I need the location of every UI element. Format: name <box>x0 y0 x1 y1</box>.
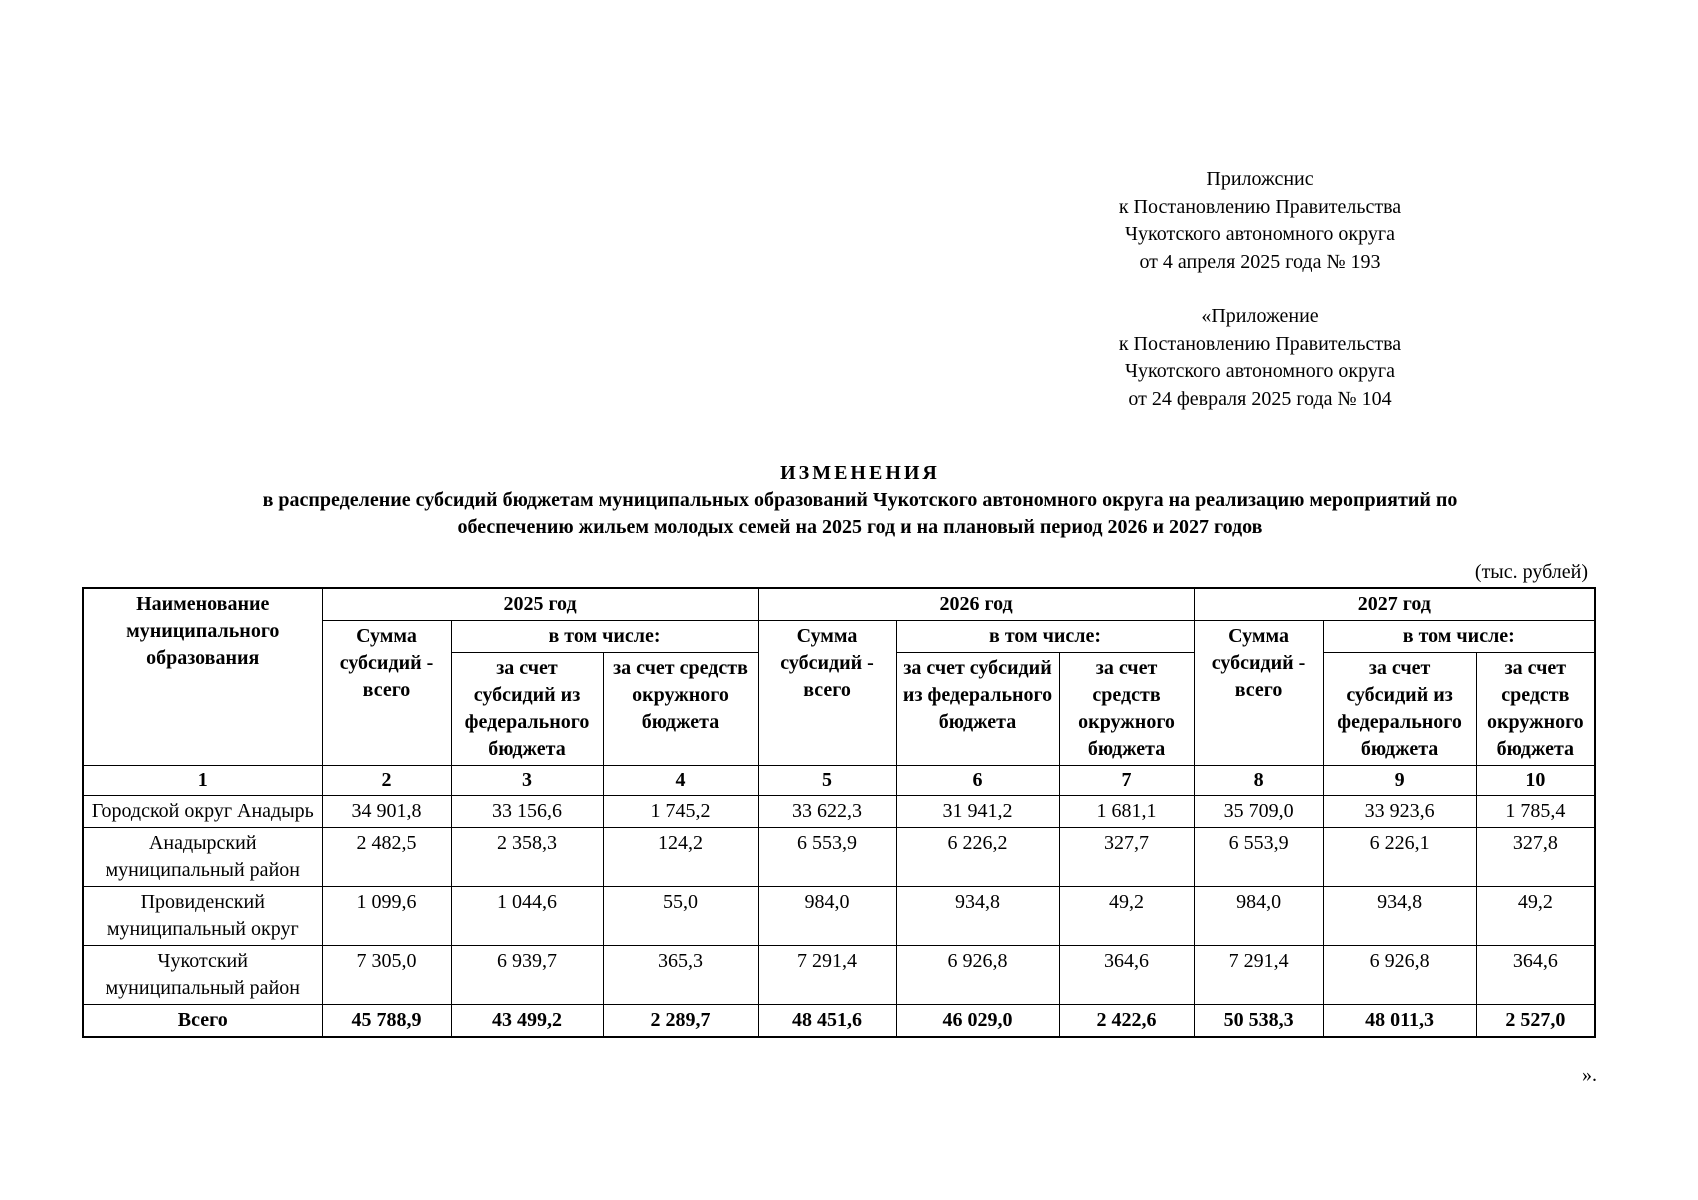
table-cell: 934,8 <box>896 887 1059 946</box>
table-cell: 31 941,2 <box>896 796 1059 828</box>
table-cell: 6 226,1 <box>1323 828 1476 887</box>
appendix-line: «Приложение <box>1201 305 1319 327</box>
table-cell: 984,0 <box>758 887 896 946</box>
table-cell: 1 681,1 <box>1059 796 1194 828</box>
appendix-line: к Постановлению Правительства <box>1118 195 1402 218</box>
subsidy-table-wrapper <box>82 587 1584 1038</box>
table-cell: 7 291,4 <box>1194 946 1323 1005</box>
municipality-name: Анадырский муниципальный район <box>83 828 322 887</box>
table-cell: 33 622,3 <box>758 796 896 828</box>
header-year-2025: 2025 год <box>322 588 758 621</box>
table-cell: 2 358,3 <box>451 828 603 887</box>
title-line: обеспечению жильем молодых семей на 2025 год и на плановый период 2026 и 2027 годов <box>457 516 1263 538</box>
table-cell: 365,3 <box>603 946 758 1005</box>
table-cell: 124,2 <box>603 828 758 887</box>
column-number: 6 <box>896 766 1059 796</box>
title-main: ИЗМЕНЕНИЯ <box>780 462 940 484</box>
table-cell: 364,6 <box>1059 946 1194 1005</box>
column-number: 5 <box>758 766 896 796</box>
header-total-col: Сумма субсидий - всего <box>758 621 896 766</box>
table-row <box>83 796 1595 828</box>
column-number-row <box>83 766 1595 796</box>
header-year-2027: 2027 год <box>1194 588 1595 621</box>
table-cell: 364,6 <box>1476 946 1595 1005</box>
table-cell: 7 305,0 <box>322 946 451 1005</box>
table-row <box>83 946 1595 1005</box>
total-cell: 48 451,6 <box>758 1005 896 1038</box>
total-cell: 46 029,0 <box>896 1005 1059 1038</box>
table-cell: 327,7 <box>1059 828 1194 887</box>
total-label: Всего <box>83 1005 322 1038</box>
table-cell: 33 156,6 <box>451 796 603 828</box>
header-federal: за счет субсидий из федерального бюджета <box>896 653 1059 766</box>
table-cell: 6 926,8 <box>1323 946 1476 1005</box>
table-cell: 6 926,8 <box>896 946 1059 1005</box>
header-district: за счет средств окружного бюджета <box>1476 653 1595 766</box>
table-cell: 1 099,6 <box>322 887 451 946</box>
table-cell: 6 553,9 <box>1194 828 1323 887</box>
column-number: 7 <box>1059 766 1194 796</box>
total-cell: 50 538,3 <box>1194 1005 1323 1038</box>
table-cell: 49,2 <box>1476 887 1595 946</box>
table-cell: 6 226,2 <box>896 828 1059 887</box>
total-row <box>83 1005 1595 1038</box>
header-including: в том числе: <box>451 621 758 653</box>
table-cell: 6 553,9 <box>758 828 896 887</box>
table-cell: 1 785,4 <box>1476 796 1595 828</box>
header-total-col: Сумма субсидий - всего <box>1194 621 1323 766</box>
header-including: в том числе: <box>1323 621 1595 653</box>
title-line: в распределение субсидий бюджетам муниципальных образований Чукотского автономного округа на реализацию мероприятий по <box>262 489 1458 511</box>
municipality-name: Чукотский муниципальный район <box>83 946 322 1005</box>
total-cell: 2 527,0 <box>1476 1005 1595 1038</box>
table-cell: 1 745,2 <box>603 796 758 828</box>
header-name-col: Наименование муниципального образования <box>83 588 322 766</box>
total-cell: 2 422,6 <box>1059 1005 1194 1038</box>
table-cell: 7 291,4 <box>758 946 896 1005</box>
header-district: за счет средств окружного бюджета <box>1059 653 1194 766</box>
header-federal: за счет субсидий из федерального бюджета <box>1323 653 1476 766</box>
appendix-line: от 4 апреля 2025 года № 193 <box>1139 250 1381 273</box>
table-cell: 1 044,6 <box>451 887 603 946</box>
table-row <box>83 887 1595 946</box>
table-cell: 327,8 <box>1476 828 1595 887</box>
appendix-header <box>1050 166 1470 413</box>
units-note: (тыс. рублей) <box>1474 561 1588 583</box>
column-number: 2 <box>322 766 451 796</box>
appendix-line: к Постановлению Правительства <box>1118 332 1402 355</box>
table-cell: 33 923,6 <box>1323 796 1476 828</box>
table-cell: 2 482,5 <box>322 828 451 887</box>
total-cell: 2 289,7 <box>603 1005 758 1038</box>
subsidy-table <box>82 587 1596 1038</box>
appendix-line: от 24 февраля 2025 года № 104 <box>1128 387 1392 410</box>
header-total-col: Сумма субсидий - всего <box>322 621 451 766</box>
table-cell: 35 709,0 <box>1194 796 1323 828</box>
document-title <box>90 460 1630 541</box>
table-cell: 984,0 <box>1194 887 1323 946</box>
header-including: в том числе: <box>896 621 1194 653</box>
appendix-line: Чукотского автономного округа <box>1125 360 1395 382</box>
total-cell: 48 011,3 <box>1323 1005 1476 1038</box>
header-federal: за счет субсидий из федерального бюджета <box>451 653 603 766</box>
table-cell: 934,8 <box>1323 887 1476 946</box>
column-number: 4 <box>603 766 758 796</box>
table-cell: 6 939,7 <box>451 946 603 1005</box>
column-number: 9 <box>1323 766 1476 796</box>
closing-quote: ». <box>1582 1064 1597 1086</box>
table-cell: 34 901,8 <box>322 796 451 828</box>
table-row <box>83 828 1595 887</box>
appendix-line: Приложснис <box>1206 168 1314 190</box>
header-year-2026: 2026 год <box>758 588 1194 621</box>
municipality-name: Провиденский муниципальный округ <box>83 887 322 946</box>
header-district: за счет средств окружного бюджета <box>603 653 758 766</box>
table-cell: 55,0 <box>603 887 758 946</box>
appendix-line: Чукотского автономного округа <box>1125 223 1395 245</box>
column-number: 1 <box>83 766 322 796</box>
municipality-name: Городской округ Анадырь <box>83 796 322 828</box>
table-cell: 49,2 <box>1059 887 1194 946</box>
column-number: 3 <box>451 766 603 796</box>
column-number: 10 <box>1476 766 1595 796</box>
column-number: 8 <box>1194 766 1323 796</box>
total-cell: 43 499,2 <box>451 1005 603 1038</box>
total-cell: 45 788,9 <box>322 1005 451 1038</box>
